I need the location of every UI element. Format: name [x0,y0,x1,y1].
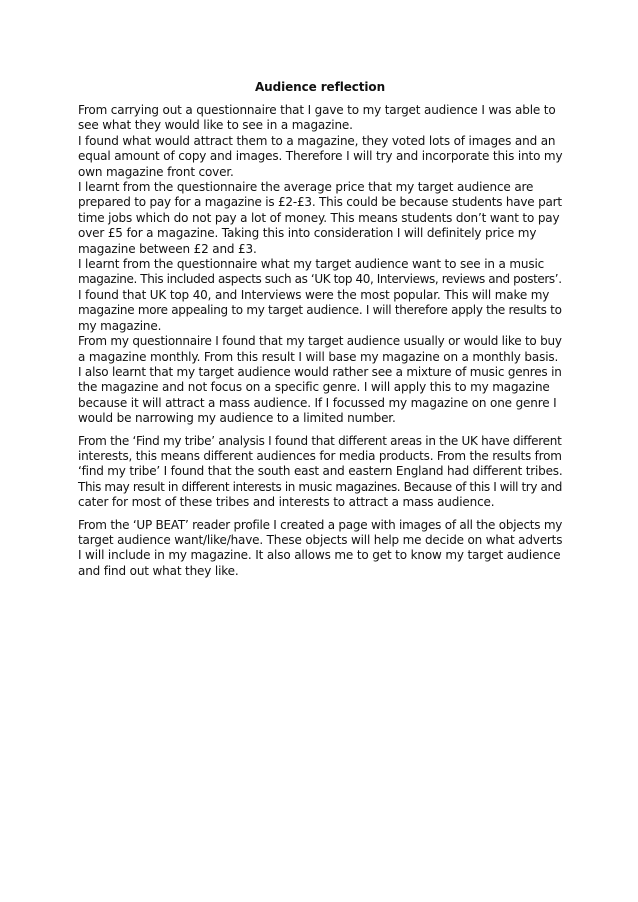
text-line: I found what would attract them to a magazine, they voted lots of images and an [78,133,556,148]
paragraph-images [78,134,562,180]
text-line: over £5 for a magazine. Taking this into consideration I will definitely price my [78,226,537,241]
text-line: I also learnt that my target audience would rather see a mixture of music genres in [78,364,562,379]
text-line: interests, this means different audiences for media products. From the results from [78,448,562,463]
text-line: would be narrowing my audience to a limited number. [78,411,396,426]
paragraph-questionnaire-intro [78,103,562,134]
text-line: This may result in different interests in music magazines. Because of this I will try and [78,479,562,494]
text-line: From the ‘UP BEAT’ reader profile I created a page with images of all the objects my [78,517,563,532]
text-line: magazine more appealing to my target audience. I will therefore apply the results to [78,303,562,318]
text-line: cater for most of these tribes and interests to attract a mass audience. [78,495,495,510]
paragraph-frequency [78,334,562,365]
text-line: the magazine and not focus on a specific genre. I will apply this to my magazine [78,380,550,395]
text-line: I found that UK top 40, and Interviews were the most popular. This will make my [78,287,550,302]
text-line: magazine. This included aspects such as ‘UK top 40, Interviews, reviews and posters’. [78,272,562,287]
text-line: I will include in my magazine. It also allows me to get to know my target audience [78,548,561,563]
text-line: see what they would like to see in a magazine. [78,118,353,133]
paragraph-find-my-tribe [78,434,562,511]
paragraph-content [78,257,562,334]
paragraph-price [78,180,562,257]
text-line: prepared to pay for a magazine is £2-£3. This could be because students have part [78,195,562,210]
text-line: my magazine. [78,318,162,333]
text-line: a magazine monthly. From this result I will base my magazine on a monthly basis. [78,349,559,364]
paragraph-reader-profile [78,518,562,580]
text-line: From carrying out a questionnaire that I gave to my target audience I was able to [78,103,556,117]
text-line: equal amount of copy and images. Therefore I will try and incorporate this into my [78,149,563,164]
paragraph-genres [78,365,562,427]
text-line: own magazine front cover. [78,164,234,179]
text-line: magazine between £2 and £3. [78,241,257,256]
text-line: because it will attract a mass audience. If I focussed my magazine on one genre I [78,395,557,410]
text-line: I learnt from the questionnaire what my target audience want to see in a music [78,257,545,272]
text-line: I learnt from the questionnaire the average price that my target audience are [78,180,534,195]
text-line: From the ‘Find my tribe’ analysis I found that different areas in the UK have different [78,433,562,448]
text-line: target audience want/like/have. These objects will help me decide on what adverts [78,532,563,547]
document-page [78,79,562,579]
document-title: Audience reflection [254,80,386,94]
text-line: and find out what they like. [78,563,239,578]
text-line: From my questionnaire I found that my target audience usually or would like to buy [78,334,562,349]
text-line: time jobs which do not pay a lot of money. This means students don’t want to pay [78,210,560,225]
text-line: ‘find my tribe’ I found that the south east and eastern England had different tribes. [78,464,563,479]
